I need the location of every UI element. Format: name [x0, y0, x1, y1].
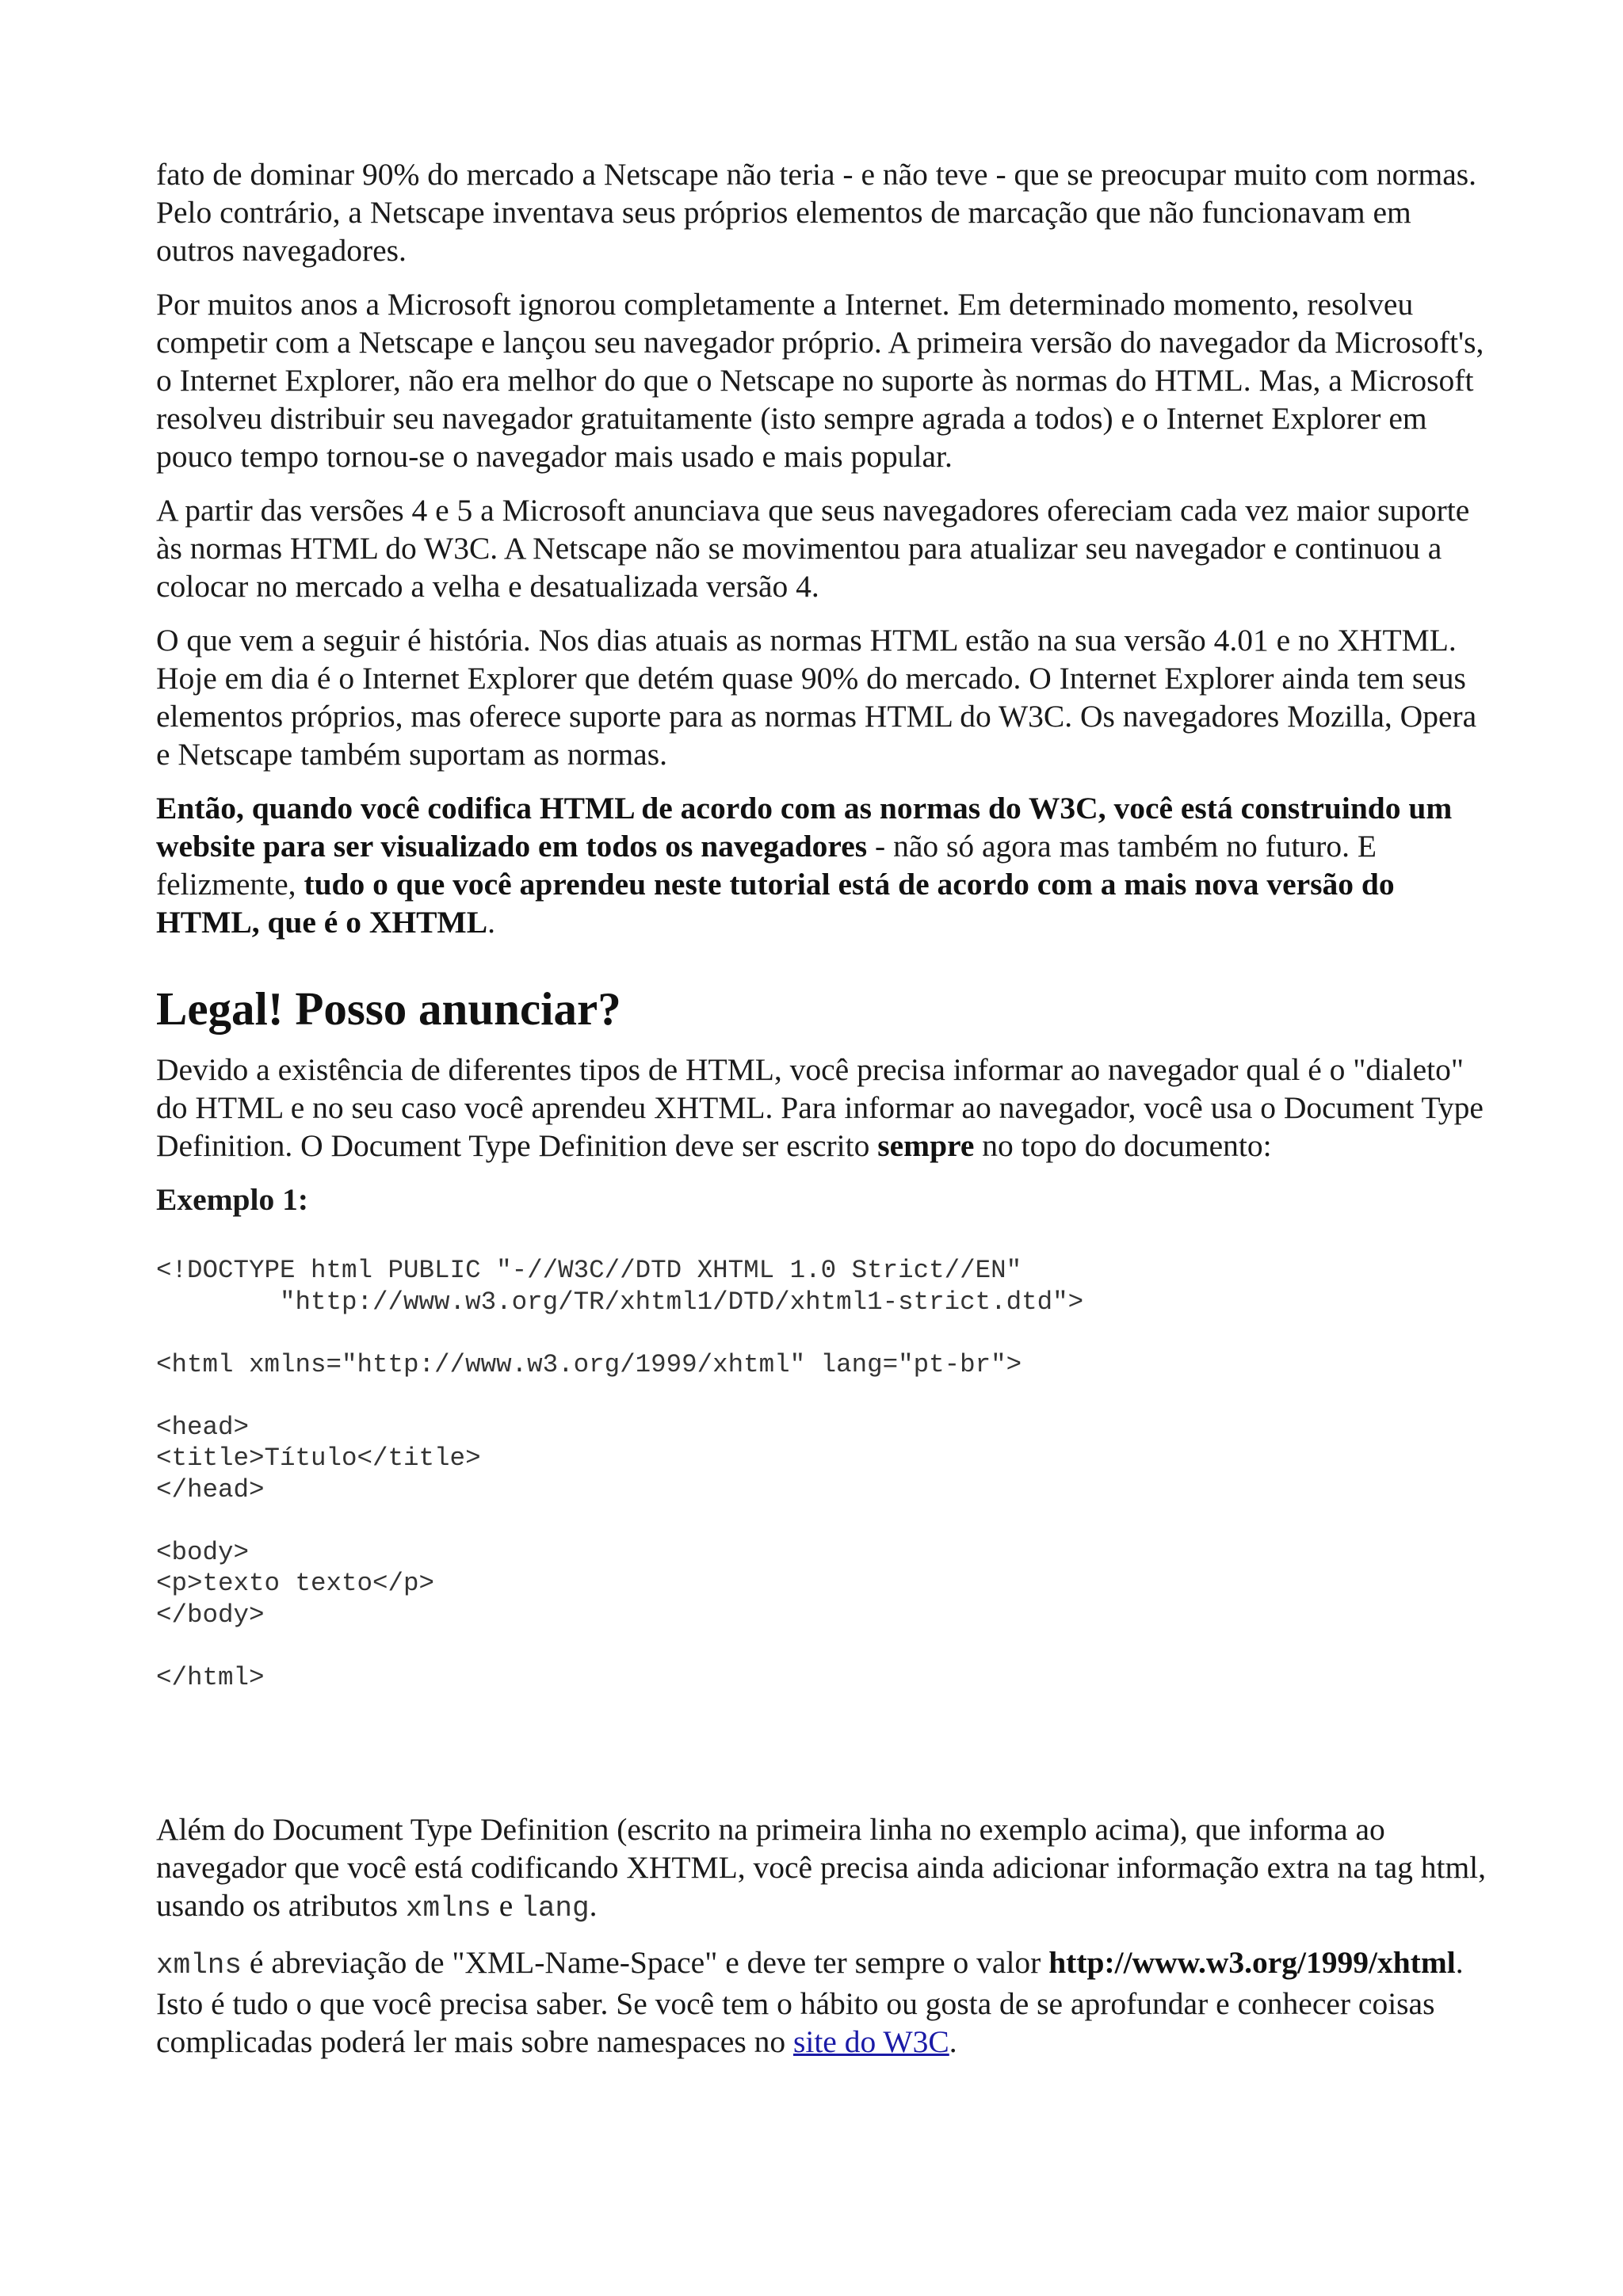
- document-page: [156, 155, 1487, 2077]
- paragraph-doctype-intro: [156, 1051, 1487, 1165]
- paragraph-versions: A partir das versões 4 e 5 a Microsoft anunciava que seus navegadores ofereciam cada vez maior suporte às normas HTML do W3C. A Netscape não se movimentou para atualizar seu navegador e continuou a colocar no mercado a velha e desatualizada versão 4.: [156, 493, 1470, 604]
- body-text: Devido a existência de diferentes tipos de HTML, você precisa informar ao navegador qual é o "dialeto" do HTML e no seu caso você aprendeu XHTML. Para informar ao navegador, você usa o Document Type Definition. O Document Type Definition deve ser escrito: [156, 1052, 1484, 1163]
- code-body: <body> <p>texto texto</p> </body>: [156, 1537, 435, 1630]
- code-example: [156, 1255, 1487, 1693]
- body-text: .: [949, 2024, 957, 2059]
- inline-code-lang: lang: [521, 1892, 590, 1924]
- emphasis-url: http://www.w3.org/1999/xhtml: [1048, 1945, 1456, 1980]
- body-text: no topo do documento:: [974, 1128, 1272, 1163]
- paragraph-microsoft-history: Por muitos anos a Microsoft ignorou completamente a Internet. Em determinado momento, resolveu competir com a Netscape e lançou seu navegador próprio. A primeira versão do navegador da Microsoft's, o Internet Explorer, não era melhor do que o Netscape no suporte às normas do HTML. Mas, a Microsoft resolveu distribuir seu navegador gratuitamente (isto sempre agrada a todos) e o Internet Explorer em pouco tempo tornou-se o navegador mais usado e mais popular.: [156, 287, 1484, 474]
- body-text: .: [589, 1888, 598, 1923]
- paragraph-netscape-dominance: fato de dominar 90% do mercado a Netscape não teria - e não teve - que se preocupar muito com normas. Pelo contrário, a Netscape inventava seus próprios elementos de marcação que não funcionavam em outros navegadores.: [156, 157, 1477, 268]
- paragraph-current-state: O que vem a seguir é história. Nos dias atuais as normas HTML estão na sua versão 4.01 e no XHTML. Hoje em dia é o Internet Explorer que detém quase 90% do mercado. O Internet Explorer ainda tem seus elementos próprios, mas oferece suporte para as normas HTML do W3C. Os navegadores Mozilla, Opera e Netscape também suportam as normas.: [156, 623, 1477, 772]
- body-text: Além do Document Type Definition (escrito na primeira linha no exemplo acima), que informa ao navegador que você está codificando XHTML, você precisa ainda adicionar informação extra na tag html, usando os atributos: [156, 1812, 1487, 1923]
- w3c-site-link[interactable]: site do W3C: [792, 2024, 949, 2059]
- body-text: é abreviação de "XML-Name-Space" e deve ter sempre o valor: [242, 1945, 1049, 1980]
- section-heading: Legal! Posso anunciar?: [156, 982, 621, 1035]
- body-text: e: [491, 1888, 521, 1923]
- code-html-close: </html>: [156, 1662, 265, 1692]
- inline-code-xmlns: xmlns: [405, 1892, 491, 1924]
- inline-code-xmlns: xmlns: [156, 1949, 242, 1981]
- body-text: .: [487, 905, 495, 940]
- paragraph-conclusion: [156, 789, 1487, 941]
- code-doctype: <!DOCTYPE html PUBLIC "-//W3C//DTD XHTML 1.0 Strict//EN" "http://www.w3.org/TR/xhtml1/DTD/xhtml1-strict.dtd">: [156, 1256, 1084, 1317]
- paragraph-xmlns: [156, 1943, 1487, 2061]
- paragraph-attributes: [156, 1810, 1487, 1928]
- emphasis-text: Então, quando você codifica HTML de acordo com as normas do W3C, você está construindo um website para ser visualizado em todos os navegadores: [156, 791, 1453, 864]
- code-head: <head> <title>Título</title> </head>: [156, 1412, 481, 1505]
- emphasis-text: sempre: [877, 1128, 975, 1163]
- emphasis-text: tudo o que você aprendeu neste tutorial está de acordo com a mais nova versão do HTML, que é o XHTML: [156, 867, 1395, 940]
- example-label: Exemplo 1:: [156, 1182, 309, 1217]
- code-html-open: <html xmlns="http://www.w3.org/1999/xhtml" lang="pt-br">: [156, 1349, 1022, 1379]
- body-text: - não só agora mas também no futuro. E felizmente,: [156, 829, 1377, 902]
- body-text: . Isto é tudo o que você precisa saber. Se você tem o hábito ou gosta de se aprofundar e conhecer coisas complicadas poderá ler mais sobre namespaces no: [156, 1945, 1464, 2059]
